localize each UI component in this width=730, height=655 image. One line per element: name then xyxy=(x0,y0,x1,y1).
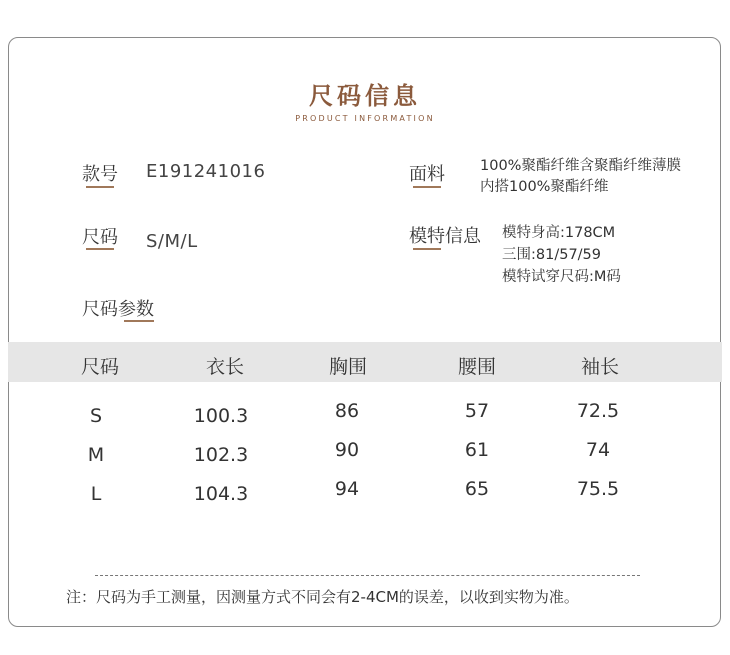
page-subtitle: PRODUCT INFORMATION xyxy=(295,114,435,123)
size-value: S/M/L xyxy=(146,231,198,252)
column-header-waist: 腰围 xyxy=(457,356,497,378)
table-cell-sleeve: 74 xyxy=(585,439,611,461)
model-size: 模特试穿尺码:M码 xyxy=(502,269,621,285)
measurement-note: 注：尺码为手工测量，因测量方式不同会有2-4CM的误差，以收到实物为准。 xyxy=(66,588,579,606)
table-cell-size: L xyxy=(90,483,102,505)
table-cell-chest: 94 xyxy=(334,478,360,500)
table-cell-waist: 61 xyxy=(464,439,490,461)
style-number-value: E191241016 xyxy=(146,161,266,182)
column-header-chest: 胸围 xyxy=(328,356,368,378)
table-cell-length: 100.3 xyxy=(193,405,249,427)
size-params-underline xyxy=(124,320,154,322)
page-title: 尺码信息 xyxy=(309,82,421,110)
table-cell-sleeve: 72.5 xyxy=(576,400,620,422)
column-header-size: 尺码 xyxy=(80,356,120,378)
table-cell-size: M xyxy=(87,444,105,466)
table-cell-size: S xyxy=(89,405,103,427)
table-cell-waist: 57 xyxy=(464,400,490,422)
size-params-label: 尺码参数 xyxy=(82,299,154,320)
model-info-underline xyxy=(413,248,441,250)
dashed-divider xyxy=(95,575,640,576)
size-info-card xyxy=(8,37,721,627)
size-label: 尺码 xyxy=(82,227,118,248)
model-height: 模特身高:178CM xyxy=(502,225,616,241)
fabric-line-2: 内搭100%聚酯纤维 xyxy=(480,179,609,195)
model-measurements: 三围:81/57/59 xyxy=(502,247,602,263)
column-header-length: 衣长 xyxy=(205,356,245,378)
fabric-underline xyxy=(413,186,441,188)
table-cell-sleeve: 75.5 xyxy=(576,478,620,500)
table-cell-length: 102.3 xyxy=(193,444,249,466)
table-cell-waist: 65 xyxy=(464,478,490,500)
table-cell-chest: 86 xyxy=(334,400,360,422)
column-header-sleeve: 袖长 xyxy=(580,356,620,378)
fabric-line-1: 100%聚酯纤维含聚酯纤维薄膜 xyxy=(480,158,681,174)
table-cell-chest: 90 xyxy=(334,439,360,461)
model-info-label: 模特信息 xyxy=(409,226,481,247)
style-number-underline xyxy=(86,186,114,188)
table-cell-length: 104.3 xyxy=(193,483,249,505)
fabric-label: 面料 xyxy=(409,164,445,185)
size-underline xyxy=(86,248,114,250)
style-number-label: 款号 xyxy=(82,164,118,185)
